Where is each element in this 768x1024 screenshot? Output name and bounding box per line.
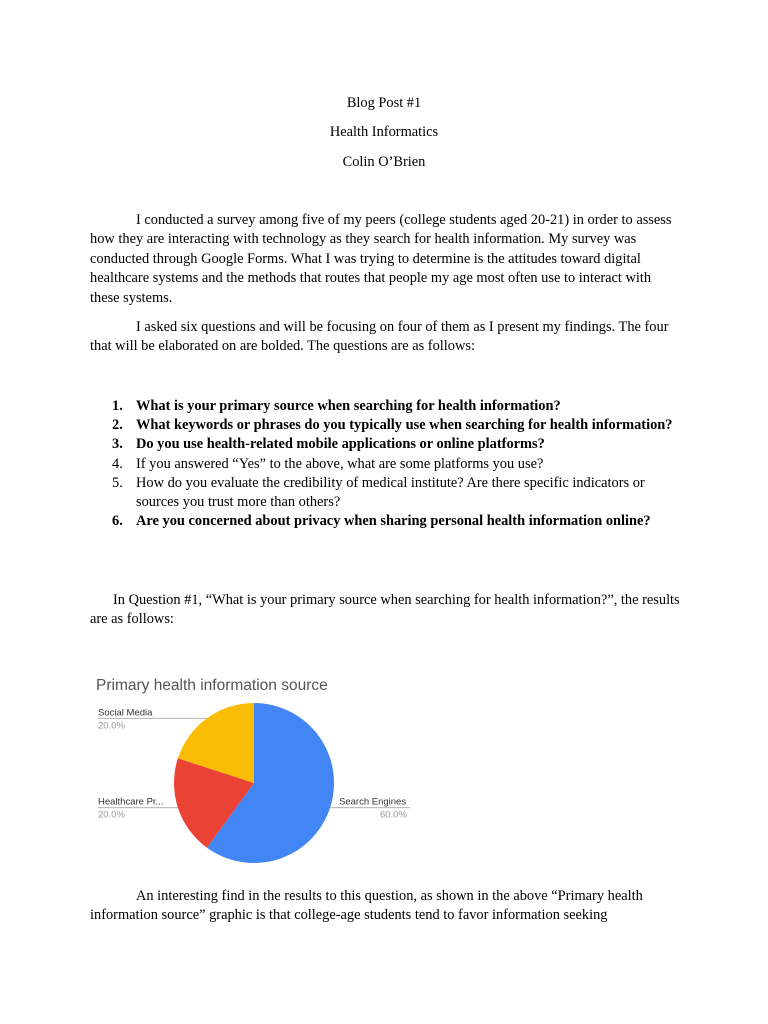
pie-slice-percent: 60.0%	[380, 809, 407, 821]
question-text: What is your primary source when searching for health information?	[136, 398, 561, 414]
question-item	[90, 397, 690, 416]
pie-chart	[90, 670, 420, 875]
question-text: Do you use health-related mobile applications or online platforms?	[136, 436, 545, 453]
question-number: 4.	[112, 455, 123, 472]
question-item	[90, 455, 690, 474]
post-title: Blog Post #1	[346, 95, 422, 111]
author-name: Colin O’Brien	[342, 154, 426, 170]
pie-slice-percent: 20.0%	[98, 809, 125, 821]
question-number: 6.	[112, 513, 123, 530]
question-number: 3.	[112, 436, 123, 453]
question-text: Are you concerned about privacy when sharing personal health information online?	[136, 513, 651, 530]
course-title: Health Informatics	[329, 124, 439, 140]
question-list	[90, 397, 690, 531]
question-item	[90, 512, 690, 531]
closing-paragraph: An interesting find in the results to this question, as shown in the above “Primary health information source” graphic is that college-age students tend to favor information seeking	[90, 888, 643, 924]
question-number: 1.	[112, 398, 123, 414]
question-item	[90, 416, 690, 435]
question-number: 2.	[112, 417, 123, 434]
intro-paragraph-2: I asked six questions and will be focusing on four of them as I present my findings. The four that will be elaborated on are bolded. The questions are as follows:	[90, 319, 669, 355]
question-1-intro: In Question #1, “What is your primary source when searching for health information?”, the results are as follows:	[90, 592, 680, 628]
intro-paragraph-1: I conducted a survey among five of my peers (college students aged 20-21) in order to assess how they are interacting with technology as they search for health information. My survey was conducted through Google Forms. What I was trying to determine is the attitudes toward digital healthcare systems and the methods that routes that people my age most often use to interact with these systems.	[90, 212, 672, 306]
pie-slice-label: Healthcare Pr...	[98, 796, 164, 808]
pie-slice-label: Social Media	[98, 707, 153, 719]
question-number: 5.	[112, 474, 123, 491]
pie-slices	[174, 703, 334, 863]
question-item	[90, 474, 690, 512]
chart-title: Primary health information source	[96, 677, 328, 694]
pie-slice-percent: 20.0%	[98, 720, 125, 732]
question-item	[90, 435, 690, 454]
pie-slice-label: Search Engines	[339, 796, 407, 808]
question-text: How do you evaluate the credibility of medical institute? Are there specific indicators or sources you trust more than others?	[136, 474, 645, 511]
question-text: What keywords or phrases do you typically use when searching for health information?	[136, 417, 673, 434]
question-text: If you answered “Yes” to the above, what are some platforms you use?	[136, 455, 544, 472]
